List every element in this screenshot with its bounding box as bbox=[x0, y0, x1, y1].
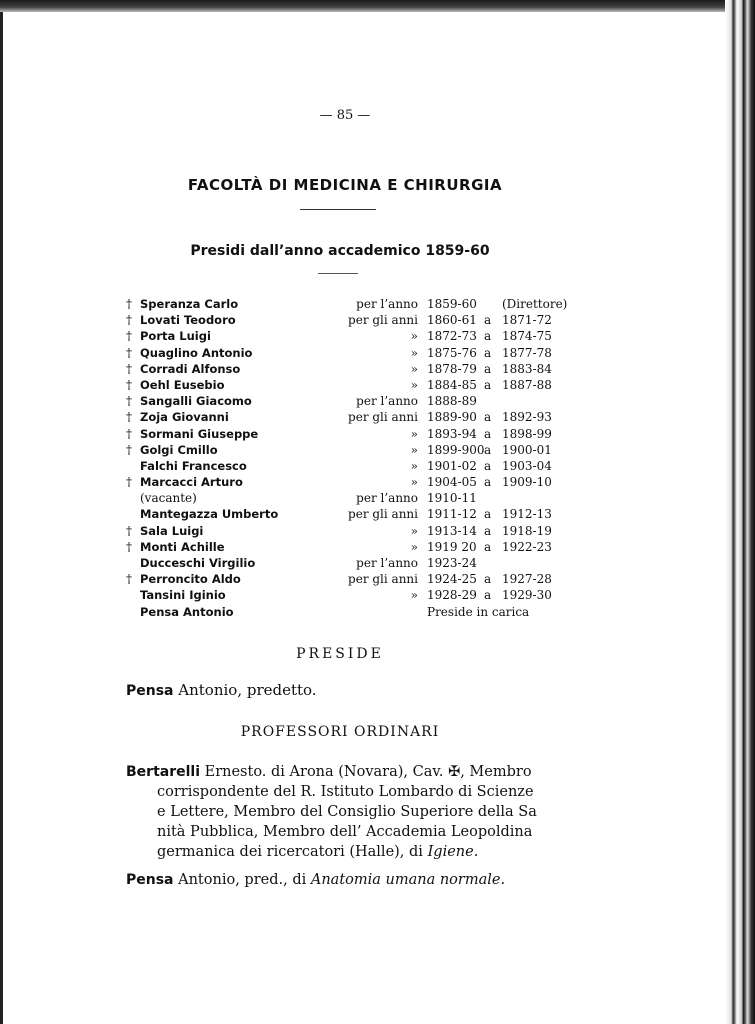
deceased-dagger: † bbox=[126, 475, 132, 490]
year-to: 1900-01 bbox=[502, 442, 552, 457]
scan-left-edge bbox=[0, 12, 3, 1024]
year-from: Preside in carica bbox=[427, 604, 530, 619]
year-from: 1860-61 bbox=[427, 313, 477, 328]
presidi-row bbox=[126, 490, 566, 506]
preside-name: Tansini Iginio bbox=[140, 588, 226, 603]
year-separator: a bbox=[484, 426, 492, 441]
year-to: 1927-28 bbox=[502, 572, 552, 587]
year-from: 1904-05 bbox=[427, 475, 477, 490]
period-label: per gli anni bbox=[348, 507, 418, 522]
preside-text: Antonio, predetto. bbox=[173, 681, 317, 699]
year-from: 1884-85 bbox=[427, 377, 477, 392]
presidi-row bbox=[126, 328, 566, 344]
period-label: per l’anno bbox=[356, 556, 418, 570]
presidi-row bbox=[126, 409, 566, 425]
year-separator: a bbox=[484, 523, 492, 538]
professor-subject: Anatomia umana normale. bbox=[310, 872, 506, 888]
year-separator: a bbox=[484, 475, 492, 490]
year-to: 1909-10 bbox=[502, 475, 552, 490]
professor-text-line: Ernesto. di Arona (Novara), Cav. ✠, Membro bbox=[200, 764, 532, 780]
presidi-row bbox=[126, 571, 566, 587]
period-label: per l’anno bbox=[356, 297, 418, 311]
year-separator: a bbox=[484, 588, 492, 603]
year-from: 1910-11 bbox=[427, 491, 477, 506]
professori-heading: PROFESSORI ORDINARI bbox=[240, 724, 440, 740]
preside-name: Sala Luigi bbox=[140, 523, 204, 538]
preside-name: Monti Achille bbox=[140, 539, 225, 554]
page-title: FACOLTÀ DI MEDICINA E CHIRURGIA bbox=[187, 176, 503, 194]
preside-name: Sangalli Giacomo bbox=[140, 394, 252, 409]
preside-name: Corradi Alfonso bbox=[140, 361, 241, 376]
year-separator: a bbox=[484, 410, 492, 425]
preside-name: Pensa bbox=[126, 683, 174, 699]
year-separator: a bbox=[484, 313, 492, 328]
professor-subject: Igiene. bbox=[427, 844, 479, 860]
year-from: 1913-14 bbox=[427, 523, 477, 538]
preside-name: Golgi Cmillo bbox=[140, 442, 218, 457]
period-label: » bbox=[410, 345, 418, 360]
preside-name: Marcacci Arturo bbox=[140, 475, 243, 490]
deceased-dagger: † bbox=[126, 377, 132, 392]
deceased-dagger: † bbox=[126, 345, 132, 360]
deceased-dagger: † bbox=[126, 313, 132, 328]
year-to: 1903-04 bbox=[502, 458, 552, 473]
deceased-dagger: † bbox=[126, 394, 132, 409]
deceased-dagger: † bbox=[126, 361, 132, 376]
preside-name: Lovati Teodoro bbox=[140, 313, 236, 328]
year-from: 1872-73 bbox=[427, 329, 477, 344]
year-from: 1859-60 bbox=[427, 297, 477, 311]
preside-entry bbox=[126, 681, 317, 699]
deceased-dagger: † bbox=[126, 410, 132, 425]
year-from: 1901-02 bbox=[427, 458, 477, 473]
year-to: 1898-99 bbox=[502, 426, 552, 441]
year-from: 1878-79 bbox=[427, 361, 477, 376]
year-from: 1928-29 bbox=[427, 588, 477, 603]
year-from: 1923-24 bbox=[427, 556, 477, 570]
presidi-row bbox=[126, 426, 566, 442]
presidi-row bbox=[126, 377, 566, 393]
preside-name: Perroncito Aldo bbox=[140, 572, 241, 587]
preside-name: Speranza Carlo bbox=[140, 297, 239, 311]
professor-text-line: e Lettere, Membro del Consiglio Superiore della Sa bbox=[157, 804, 537, 820]
year-separator: a bbox=[484, 361, 492, 376]
presidi-row bbox=[126, 458, 566, 474]
year-separator: a bbox=[484, 377, 492, 392]
year-separator: a bbox=[484, 329, 492, 344]
period-label: per gli anni bbox=[348, 313, 418, 328]
period-label: » bbox=[410, 329, 418, 344]
period-label: » bbox=[410, 475, 418, 490]
professor-name: Bertarelli bbox=[126, 764, 201, 780]
presidi-row bbox=[126, 587, 566, 603]
preside-name: Mantegazza Umberto bbox=[140, 507, 279, 522]
year-separator: a bbox=[484, 442, 492, 457]
year-to: 1929-30 bbox=[502, 588, 552, 603]
professor-entry-pensa bbox=[126, 870, 556, 890]
year-separator: a bbox=[484, 345, 492, 360]
page-number: — 85 — bbox=[319, 108, 371, 123]
period-label: » bbox=[410, 523, 418, 538]
presidi-row bbox=[126, 361, 566, 377]
presidi-row bbox=[126, 312, 566, 328]
period-label: per gli anni bbox=[348, 572, 418, 587]
year-from: 1919 20 bbox=[427, 539, 477, 554]
period-label: » bbox=[410, 426, 418, 441]
year-from: 1899-900 bbox=[427, 442, 485, 457]
presidi-row bbox=[126, 442, 566, 458]
professor-text-line: germanica dei ricercatori (Halle), di bbox=[157, 844, 428, 860]
preside-name: Pensa Antonio bbox=[140, 604, 234, 619]
year-to: 1874-75 bbox=[502, 329, 552, 344]
presidi-row bbox=[126, 506, 566, 522]
presidi-row bbox=[126, 296, 566, 312]
period-label: » bbox=[410, 377, 418, 392]
period-label: » bbox=[410, 361, 418, 376]
presidi-row bbox=[126, 523, 566, 539]
year-to: 1887-88 bbox=[502, 377, 552, 392]
year-separator: a bbox=[484, 458, 492, 473]
year-from: 1924-25 bbox=[427, 572, 477, 587]
deceased-dagger: † bbox=[126, 442, 132, 457]
year-from: 1911-12 bbox=[427, 507, 477, 522]
scan-right-edge bbox=[725, 0, 755, 1024]
year-separator: a bbox=[484, 539, 492, 554]
preside-name: Porta Luigi bbox=[140, 329, 211, 344]
period-label: » bbox=[410, 588, 418, 603]
preside-name: Oehl Eusebio bbox=[140, 377, 225, 392]
preside-name: Sormani Giuseppe bbox=[140, 426, 259, 441]
year-to: 1871-72 bbox=[502, 313, 552, 328]
deceased-dagger: † bbox=[126, 523, 132, 538]
year-to: 1912-13 bbox=[502, 507, 552, 522]
year-to: 1883-84 bbox=[502, 361, 552, 376]
period-label: per l’anno bbox=[356, 394, 418, 409]
deceased-dagger: † bbox=[126, 426, 132, 441]
year-to: 1922-23 bbox=[502, 539, 552, 554]
presidi-row bbox=[126, 555, 566, 571]
presidi-list bbox=[126, 296, 566, 620]
period-label: per gli anni bbox=[348, 410, 418, 425]
preside-name: Falchi Francesco bbox=[140, 458, 247, 473]
deceased-dagger: † bbox=[126, 572, 132, 587]
year-from: 1893-94 bbox=[427, 426, 477, 441]
professor-entry-bertarelli bbox=[126, 762, 556, 862]
subtitle-divider bbox=[318, 273, 358, 274]
year-to: 1918-19 bbox=[502, 523, 552, 538]
presidi-row bbox=[126, 345, 566, 361]
year-to: (Direttore) bbox=[502, 297, 568, 311]
title-divider bbox=[300, 209, 376, 210]
deceased-dagger: † bbox=[126, 329, 132, 344]
professor-text-line: nità Pubblica, Membro dell’ Accademia Leopoldina bbox=[157, 824, 533, 840]
professor-text-line: Antonio, pred., di bbox=[173, 872, 311, 888]
period-label: » bbox=[410, 539, 418, 554]
year-to: 1877-78 bbox=[502, 345, 552, 360]
period-label: » bbox=[410, 458, 418, 473]
year-separator: a bbox=[484, 572, 492, 587]
scan-top-edge bbox=[0, 0, 755, 12]
year-from: 1875-76 bbox=[427, 345, 477, 360]
presidi-row bbox=[126, 539, 566, 555]
period-label: per l’anno bbox=[356, 491, 418, 506]
presidi-row bbox=[126, 604, 566, 620]
preside-name: Ducceschi Virgilio bbox=[140, 556, 256, 570]
year-separator: a bbox=[484, 507, 492, 522]
professor-text-line: corrispondente del R. Istituto Lombardo di Scienze bbox=[157, 784, 534, 800]
year-from: 1889-90 bbox=[427, 410, 477, 425]
year-to: 1892-93 bbox=[502, 410, 552, 425]
presidi-row bbox=[126, 474, 566, 490]
preside-name: (vacante) bbox=[140, 491, 197, 506]
preside-heading: PRESIDE bbox=[296, 646, 384, 662]
professor-name: Pensa bbox=[126, 872, 174, 888]
deceased-dagger: † bbox=[126, 297, 132, 311]
section-subtitle: Presidi dall’anno accademico 1859-60 bbox=[190, 243, 490, 259]
period-label: » bbox=[410, 442, 418, 457]
presidi-row bbox=[126, 393, 566, 409]
year-from: 1888-89 bbox=[427, 394, 477, 409]
deceased-dagger: † bbox=[126, 539, 132, 554]
preside-name: Quaglino Antonio bbox=[140, 345, 253, 360]
preside-name: Zoja Giovanni bbox=[140, 410, 229, 425]
